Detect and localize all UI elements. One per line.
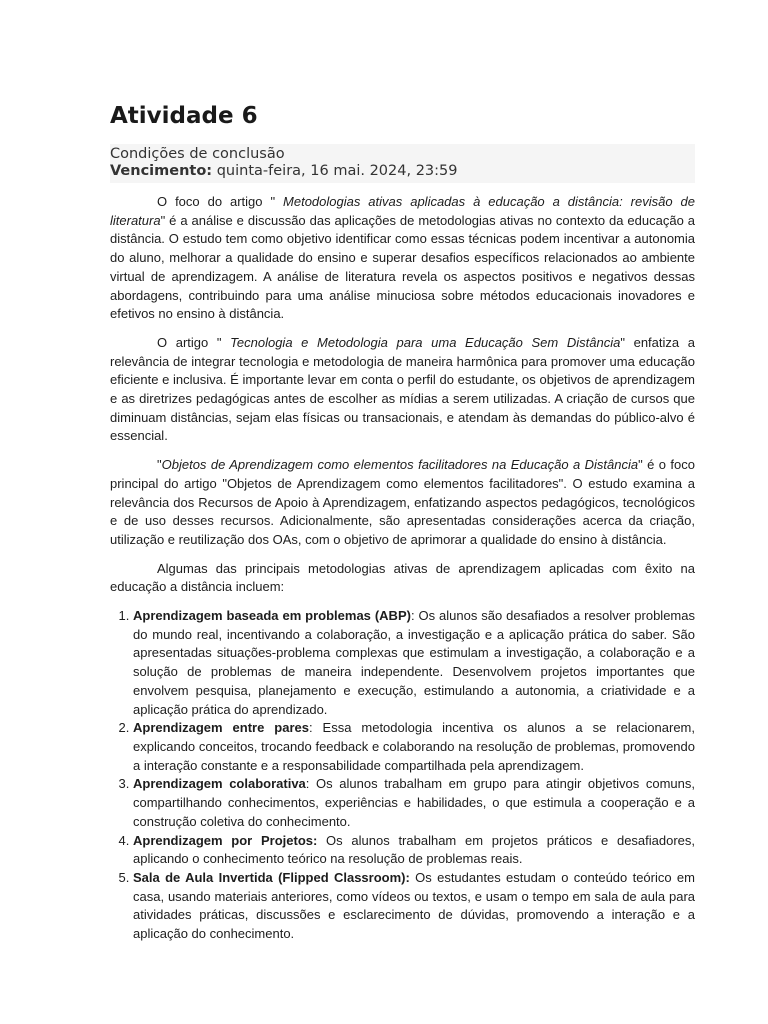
list-item-desc: : Essa metodologia incentiva os alunos a se relacionarem, explicando conceitos, trocando feedback e colaborando na resolução de problemas, promovendo a interação constante e a responsabilidade compartilhada pela aprendizagem.: [133, 720, 696, 773]
list-item: [133, 869, 695, 944]
methodology-list: [110, 607, 695, 944]
list-item-desc: Os estudantes estudam o conteúdo teórico em casa, usando materiais anteriores, como vídeos ou textos, e usam o tempo em sala de aula para atividades práticas, discussões e esclarecimento de dúvidas, promovendo a interação e a aplicação do conhecimento.: [133, 869, 695, 942]
article-title-3: Objetos de Aprendizagem como elementos facilitadores na Educação a Distância: [161, 457, 639, 473]
article-title-2: Tecnologia e Metodologia para uma Educação Sem Distância: [230, 334, 621, 350]
activity-page: [110, 100, 695, 944]
due-date: [110, 163, 695, 180]
list-item-desc: : Os alunos trabalham em grupo para atingir objetivos comuns, compartilhando conhecimentos, experiências e habilidades, o que estimula a cooperação e a construção coletiva do conhecimento.: [133, 776, 695, 829]
paragraph-2: O artigo " Tecnologia e Metodologia para uma Educação Sem Distância" enfatiza a relevância de integrar tecnologia e metodologia de maneira harmônica para promover uma educação eficiente e inclusiva. É importante levar em conta o perfil do estudante, os objetivos de aprendizagem e as diretrizes pedagógicas antes de escolher as mídias a serem utilizadas. A criação de cursos que diminuam distâncias, sejam elas físicas ou transacionais, e atendam às demandas do público-alvo é essencial.: [110, 334, 695, 444]
paragraph-4: Algumas das principais metodologias ativas de aprendizagem aplicadas com êxito na educação a distância incluem:: [110, 560, 695, 595]
completion-conditions: [110, 144, 695, 183]
paragraph-3: "Objetos de Aprendizagem como elementos facilitadores na Educação a Distância" é o foco principal do artigo "Objetos de Aprendizagem como elementos facilitadores". O estudo examina a relevância dos Recursos de Apoio à Aprendizagem, enfatizando aspectos pedagógicos, tecnológicos e de uso desses recursos. Adicionalmente, são apresentadas considerações acerca da criação, utilização e reutilização dos OAs, com o objetivo de aprimorar a qualidade do ensino à distância.: [110, 457, 695, 547]
paragraph-1: O foco do artigo " Metodologias ativas aplicadas à educação a distância: revisão de literatura" é a análise e discussão das aplicações de metodologias ativas no contexto da educação a distância. O estudo tem como objetivo identificar como essas técnicas podem incentivar a autonomia do aluno, melhorar a qualidade do ensino e superar desafios específicos relacionados ao ambiente virtual de aprendizagem. A análise de literatura revela os aspectos positivos e negativos dessas abordagens, contribuindo para uma análise minuciosa sobre métodos educacionais inovadores e efetivos no ensino à distância.: [110, 194, 695, 322]
list-item-term: Sala de Aula Invertida (Flipped Classroom):: [133, 869, 410, 885]
completion-heading: Condições de conclusão: [110, 146, 285, 162]
page-title: Atividade 6: [110, 103, 258, 129]
list-item: [133, 719, 695, 775]
list-item-term: Aprendizagem por Projetos:: [133, 832, 318, 848]
article-title-1: Metodologias ativas aplicadas à educação a distância: revisão de literatura: [110, 194, 695, 228]
list-item-desc: : Os alunos são desafiados a resolver problemas do mundo real, incentivando a colaboração, a investigação e a aplicação prática do saber. São apresentadas situações-problema complexas que estimulam a investigação, a colaboração e a solução de problemas de maneira independente. Desenvolvem projetos importantes que envolvem pesquisa, planejamento e execução, estimulando a autonomia, a criatividade e a aplicação prática do aprendizado.: [133, 608, 695, 717]
list-item: [133, 607, 695, 719]
list-item-term: Aprendizagem baseada em problemas (ABP): [133, 608, 411, 624]
due-label: Vencimento:: [110, 163, 213, 179]
list-item: [133, 775, 695, 831]
list-item-desc: Os alunos trabalham em projetos práticos e desafiadores, aplicando o conhecimento teórico na resolução de problemas reais.: [133, 832, 696, 867]
activity-description: [110, 193, 695, 944]
list-item-term: Aprendizagem colaborativa: [133, 776, 306, 792]
due-value: quinta-feira, 16 mai. 2024, 23:59: [216, 163, 458, 179]
list-item: [133, 832, 695, 869]
list-item-term: Aprendizagem entre pares: [133, 720, 309, 736]
